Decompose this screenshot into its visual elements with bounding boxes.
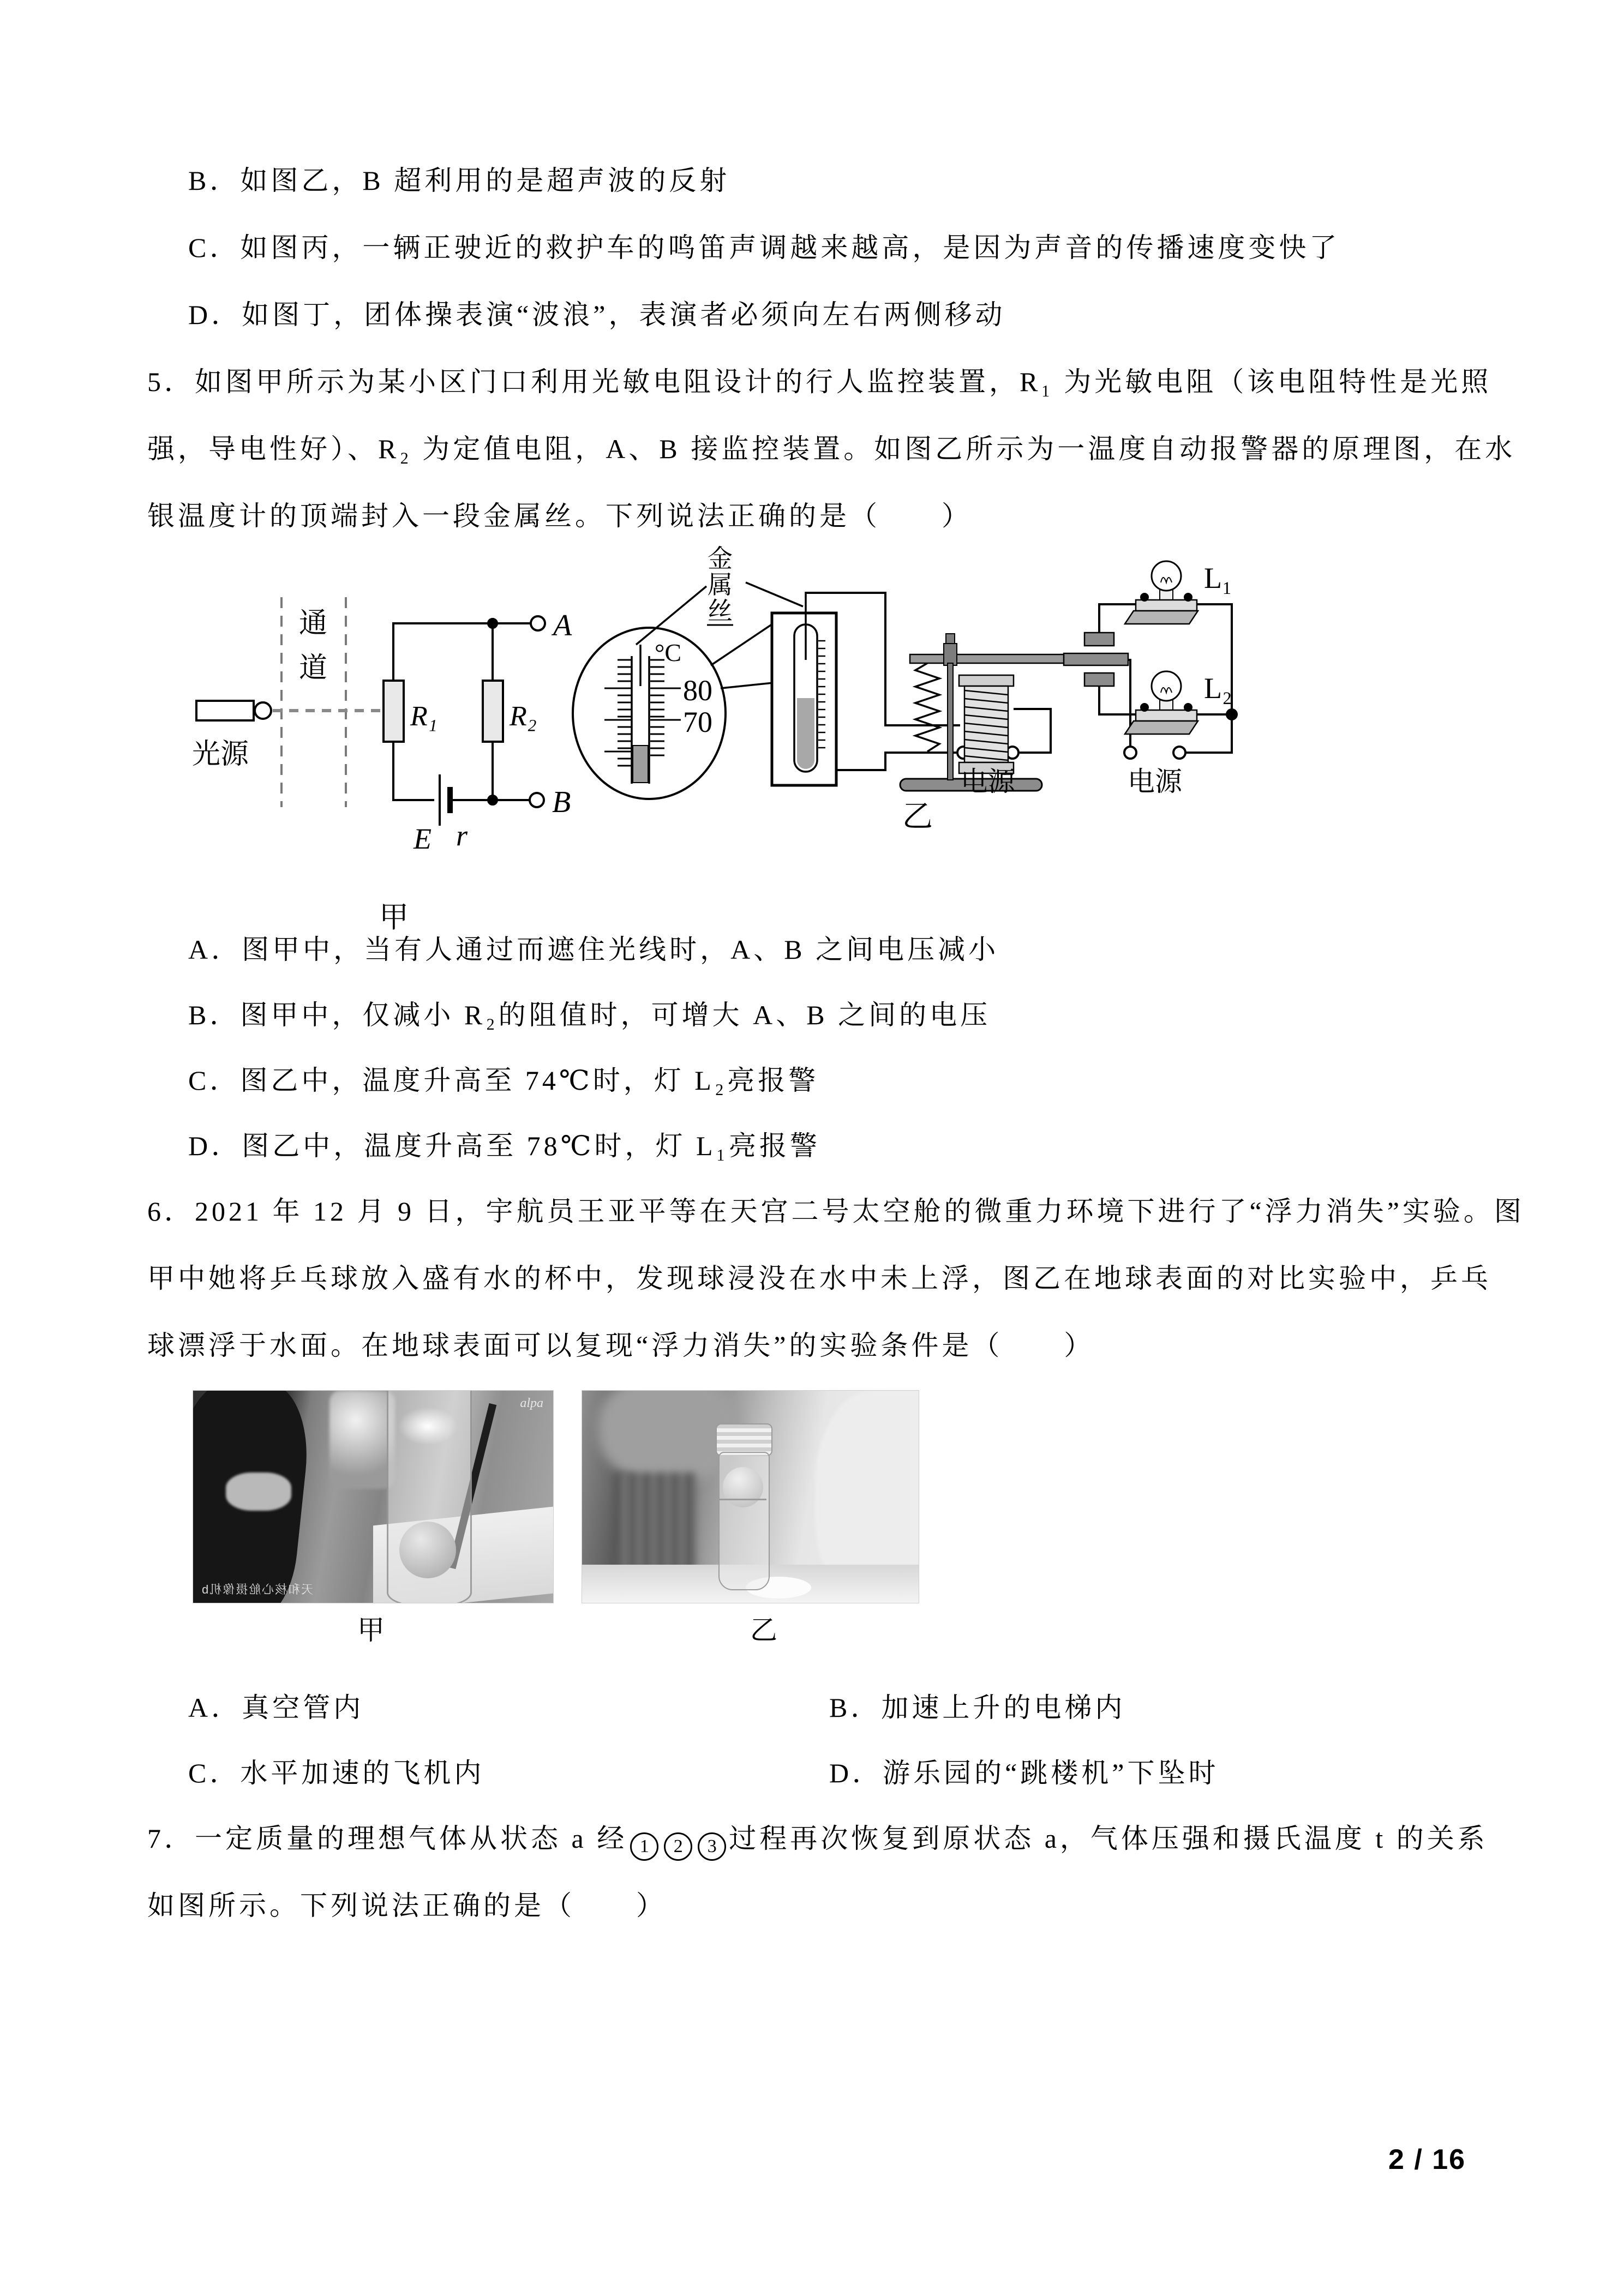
thermometer-mercury xyxy=(797,698,814,759)
q4-option-c: C．如图丙，一辆正驶近的救护车的鸣笛声调越来越高，是因为声音的传播速度变快了 xyxy=(188,232,1340,263)
q5-option-a: A．图甲中，当有人通过而遮住光线时，A、B 之间电压减小 xyxy=(188,934,999,965)
pingpong-ball-floating xyxy=(723,1467,763,1507)
circled-2-icon: 2 xyxy=(664,1832,692,1861)
equipment-highlight xyxy=(329,1391,395,1489)
light-source-label: 光源 xyxy=(192,739,249,770)
terminal-a-label: A xyxy=(553,609,572,642)
q7-text-post: 过程再次恢复到原状态 a，气体压强和摄氏温度 t 的关系 xyxy=(729,1823,1488,1854)
q7-text-pre: 7．一定质量的理想气体从状态 a 经 xyxy=(147,1823,628,1854)
figure-left-label: 甲 xyxy=(379,901,409,934)
power-right-label: 电源 xyxy=(1128,766,1182,797)
q5-line-1: 5．如图甲所示为某小区门口利用光敏电阻设计的行人监控装置，R₁ 为光敏电阻（该电阻特性是光照 xyxy=(147,366,1492,397)
photo-earth-experiment xyxy=(582,1390,919,1603)
channel-label-2: 道 xyxy=(299,653,328,684)
power-right-terminal-2 xyxy=(1173,747,1185,759)
metal-wire-pointer-right xyxy=(746,582,803,606)
q6-line-3: 球漂浮于水面。在地球表面可以复现“浮力消失”的实验条件是（ ） xyxy=(147,1330,1095,1361)
thermometer-bulb xyxy=(797,752,814,769)
figure-right-label: 乙 xyxy=(902,800,933,834)
resistor-r2 xyxy=(483,681,503,742)
terminal-a xyxy=(531,616,545,630)
pingpong-ball-submerged xyxy=(399,1522,456,1578)
photo-space-experiment xyxy=(193,1390,554,1603)
q5-option-c: C．图乙中，温度升高至 74℃时，灯 L₂亮报警 xyxy=(188,1065,819,1096)
r1-label: R₁ xyxy=(410,701,438,732)
power-left-label: 电源 xyxy=(961,766,1015,797)
photo-logo: alpa xyxy=(520,1396,543,1410)
q6-line-2: 甲中她将乒乓球放入盛有水的杯中，发现球浸没在水中未上浮，图乙在地球表面的对比实验中，乒乓 xyxy=(147,1263,1491,1294)
wire-top xyxy=(393,623,493,681)
scale-70-label: 70 xyxy=(683,706,712,738)
channel-label-1: 通 xyxy=(299,608,328,639)
emf-label: E xyxy=(414,822,432,855)
page-number: 2 / 16 xyxy=(1388,2144,1466,2175)
internal-r-label: r xyxy=(456,819,468,852)
relay-rod xyxy=(948,663,953,780)
photo-right-caption: 乙 xyxy=(750,1615,781,1645)
lamp1-label: L₁ xyxy=(1204,562,1232,594)
contact-moving-bar xyxy=(1064,653,1128,665)
wire-mercury-to-power xyxy=(836,753,956,770)
terminal-b xyxy=(530,793,544,807)
junction-dot-bottom xyxy=(488,796,497,804)
q5-line-3: 银温度计的顶端封入一段金属丝。下列说法正确的是（ ） xyxy=(147,501,972,531)
q5-line-2: 强，导电性好）、R₂ 为定值电阻，A、B 接监控装置。如图乙所示为一温度自动报警器的原理图，在水 xyxy=(147,434,1516,464)
q7-line-2: 如图所示。下列说法正确的是（ ） xyxy=(147,1890,667,1921)
astronaut-hand xyxy=(226,1472,291,1511)
metal-wire-label-1: 金 xyxy=(708,545,733,573)
celsius-label: °C xyxy=(655,639,682,666)
metal-wire-label-2: 属 xyxy=(708,571,733,599)
coil-top-flange xyxy=(959,675,1014,686)
contact-upper xyxy=(1084,633,1114,646)
relay-armature xyxy=(910,654,1068,663)
wire-bottom-left xyxy=(393,742,434,800)
q6-option-b: B．加速上升的电梯内 xyxy=(829,1692,1126,1723)
q4-option-d: D．如图丁，团体操表演“波浪”，表演者必须向左右两侧移动 xyxy=(188,299,1006,330)
resistor-r1 xyxy=(383,681,404,742)
scale-80-label: 80 xyxy=(683,674,712,707)
q6-option-a: A．真空管内 xyxy=(188,1692,364,1723)
lamp-l1-icon xyxy=(1125,561,1198,624)
junction-dot-top xyxy=(488,619,497,628)
q4-option-b: B．如图乙，B 超利用的是超声波的反射 xyxy=(188,165,730,196)
q6-option-d: D．游乐园的“跳楼机”下坠时 xyxy=(829,1758,1219,1788)
junction-dot-lamp xyxy=(1227,710,1237,719)
contact-lower xyxy=(1084,673,1114,686)
q5-option-d: D．图乙中，温度升高至 78℃时，灯 L₁亮报警 xyxy=(188,1131,821,1161)
bottle-neck-ridges xyxy=(716,1423,772,1456)
photo-left-caption: 甲 xyxy=(357,1615,388,1645)
q6-line-1: 6．2021 年 12 月 9 日，宇航员王亚平等在天宫二号太空舱的微重力环境下进行了“浮力消失”实验。图 xyxy=(147,1196,1525,1227)
magnified-mercury xyxy=(633,746,648,783)
circled-1-icon: 1 xyxy=(630,1832,658,1861)
water-line xyxy=(720,1499,766,1500)
q6-option-c: C．水平加速的飞机内 xyxy=(188,1758,485,1788)
power-right-terminal-1 xyxy=(1124,747,1136,759)
relay-spring xyxy=(915,663,939,752)
glass-glare xyxy=(398,1407,458,1445)
light-source-icon xyxy=(196,701,271,720)
relay-pivot xyxy=(944,644,957,665)
r2-label: R₂ xyxy=(510,701,537,732)
lamp2-label: L₂ xyxy=(1204,672,1232,705)
terminal-b-label: B xyxy=(552,785,571,819)
lamp-l2-icon xyxy=(1125,671,1198,734)
circled-3-icon: 3 xyxy=(698,1832,726,1861)
metal-wire-label-3: 丝 xyxy=(708,597,733,625)
wire-coil-to-power xyxy=(1014,709,1051,753)
q5-option-b: B．图甲中，仅减小 R₂的阻值时，可增大 A、B 之间的电压 xyxy=(188,1000,991,1030)
photo-watermark: 天和核心舱摄像机b xyxy=(201,1583,314,1596)
